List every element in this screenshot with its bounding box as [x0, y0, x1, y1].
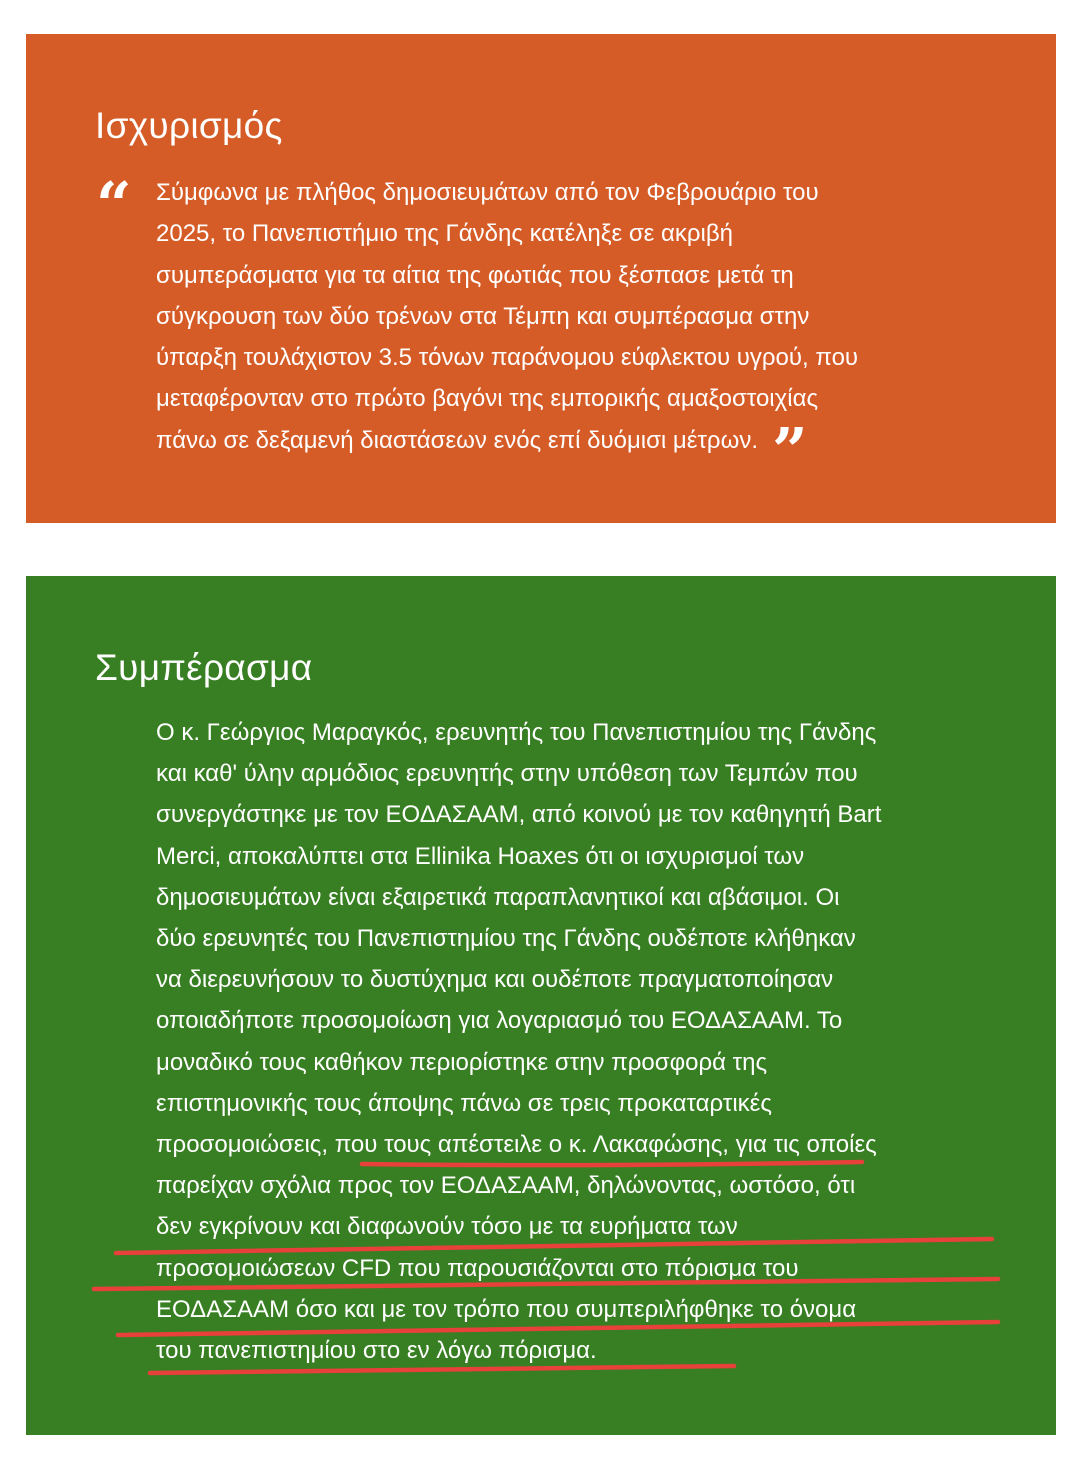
conclusion-body-line: δημοσιευμάτων είναι εξαιρετικά παραπλανητικοί και αβάσιμοι. Οι	[156, 883, 840, 911]
claim-quote-line: σύγκρουση των δύο τρένων στα Τέμπη και συμπέρασμα στην	[156, 302, 810, 330]
conclusion-title: Συμπέρασμα	[95, 647, 313, 688]
conclusion-body-line: προσομοιώσεων CFD που παρουσιάζονται στο πόρισμα του	[156, 1254, 799, 1282]
conclusion-card	[26, 576, 1056, 1435]
conclusion-body-line: ΕΟΔΑΣΑΑΜ όσο και με τον τρόπο που συμπεριλήφθηκε το όνομα	[156, 1295, 857, 1323]
conclusion-body-line: δύο ερευνητές του Πανεπιστημίου της Γάνδης ουδέποτε κλήθηκαν	[156, 925, 856, 953]
claim-quote-last-line: πάνω σε δεξαμενή διαστάσεων ενός επί δυόμισι μέτρων. ”	[156, 413, 808, 487]
conclusion-body-line: Merci, αποκαλύπτει στα Ellinika Hoaxes ότι οι ισχυρισμοί των	[156, 842, 805, 870]
conclusion-body-line: παρείχαν σχόλια προς τον ΕΟΔΑΣΑΑΜ, δηλώνοντας, ωστόσο, ότι	[156, 1172, 856, 1200]
claim-quote-line: μεταφέρονταν στο πρώτο βαγόνι της εμπορικής αμαξοστοιχίας	[156, 385, 819, 413]
conclusion-body-line: Ο κ. Γεώργιος Μαραγκός, ερευνητής του Πανεπιστημίου της Γάνδης	[156, 719, 877, 746]
conclusion-body-line: οποιαδήποτε προσομοίωση για λογαριασμό του ΕΟΔΑΣΑΑΜ. Το	[156, 1007, 843, 1035]
claim-quote	[156, 172, 996, 487]
claim-card	[26, 34, 1056, 523]
claim-quote-line: 2025, το Πανεπιστήμιο της Γάνδης κατέληξε σε ακριβή	[156, 220, 734, 248]
claim-title: Ισχυρισμός	[95, 105, 283, 146]
conclusion-body-line: να διερευνήσουν το δυστύχημα και ουδέποτε πραγματοποίησαν	[156, 966, 834, 994]
conclusion-body-line: προσομοιώσεις, που τους απέστειλε ο κ. Λακαφώσης, για τις οποίες	[156, 1131, 877, 1159]
claim-quote-line: Σύμφωνα με πλήθος δημοσιευμάτων από τον Φεβρουάριο του	[156, 179, 819, 206]
conclusion-body	[156, 712, 1036, 1371]
claim-quote-line: ύπαρξη τουλάχιστον 3.5 τόνων παράνομου εύφλεκτου υγρού, που	[156, 344, 859, 372]
quote-open-icon: “	[96, 168, 132, 241]
conclusion-body-line: συνεργάστηκε με τον ΕΟΔΑΣΑΑΜ, από κοινού με τον καθηγητή Bart	[156, 801, 882, 829]
conclusion-body-line: επιστημονικής τους άποψης πάνω σε τρεις προκαταρτικές	[156, 1089, 772, 1117]
conclusion-body-line: μοναδικό τους καθήκον περιορίστηκε στην προσφορά της	[156, 1048, 768, 1076]
conclusion-body-line: του πανεπιστημίου στο εν λόγω πόρισμα.	[156, 1337, 597, 1365]
conclusion-body-line: και καθ' ύλην αρμόδιος ερευνητής στην υπόθεση των Τεμπών που	[156, 760, 858, 788]
claim-quote-line-text: πάνω σε δεξαμενή διαστάσεων ενός επί δυόμισι μέτρων.	[156, 426, 758, 454]
claim-quote-line: συμπεράσματα για τα αίτια της φωτιάς που ξέσπασε μετά τη	[156, 261, 794, 289]
conclusion-body-line: δεν εγκρίνουν και διαφωνούν τόσο με τα ευρήματα των	[156, 1213, 738, 1241]
